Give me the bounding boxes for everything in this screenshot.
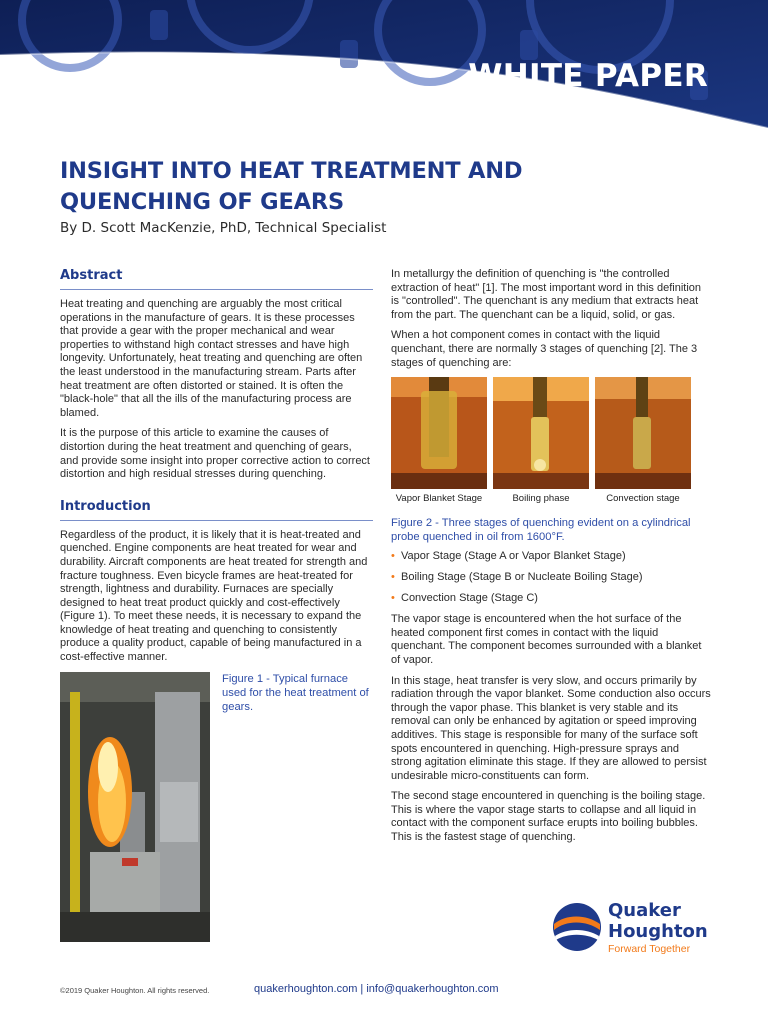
logo-line-2: Houghton [608,921,708,942]
logo-tagline: Forward Together [608,943,691,955]
abstract-heading: Abstract [60,268,373,290]
stage-panel [595,377,691,504]
right-column [391,268,711,852]
abstract-paragraph: Heat treating and quenching are arguably the most critical operations in the manufacture of gears. It is these processes that provide a gear with the proper mechanical and wear properties to withstand high contact stresses and have high longevity. Unfortunately, heat treating and quenching are often the least understood in the manufacturing stream. Parts after heat treatment are often distorted or stained. It is often the "black-hole" that all the ills of the manufacturing process are blamed. [60,298,363,419]
document-title: INSIGHT INTO HEAT TREATMENT AND QUENCHING OF GEARS [60,158,523,215]
body-paragraph: The vapor stage is encountered when the hot surface of the heated component first comes in contact with the liquid quenchant. The component becomes surrounded with a blanket of vapor. [391,613,702,666]
boiling-phase-photo [493,377,589,489]
left-column [60,268,373,942]
introduction-paragraph: Regardless of the product, it is likely that it is heat-treated and quenched. Engine components are heat treated for wear and durability. Aircraft components are heat treated for strength and fracture toughness. Even bicycle frames are heat-treated for strength, lightness and durability. Furnaces are specially designed to heat treat product quickly and cost-effectively (Figure 1). To meet these needs, it is necessary to expand the knowledge of heat treating and quenching to consistently produce a quality product, capable of being manufactured in a cost-effective manner. [60,528,368,664]
figure-1 [60,672,373,942]
footer-contact-link[interactable]: quakerhoughton.com | info@quakerhoughton.com [254,983,499,995]
body-paragraph: In this stage, heat transfer is very slow, and occurs primarily by radiation through the vapor blanket. Some conduction also occurs through the vapor phase. This blanket is very stable and its removal can only be enhanced by agitation or speed improving additives. This stage is responsible for many of the surface soft spots encountered in quenching. High-pressure sprays and strong agitation eliminate this stage. If they are allowed to persist undesirable micro-constituents can form. [391,674,711,782]
white-paper-badge: WHITE PAPER [468,58,708,94]
figure-2 [391,377,711,504]
list-item: • Vapor Stage (Stage A or Vapor Blanket Stage) [391,550,711,563]
stage-panel [391,377,487,504]
abstract-paragraph: It is the purpose of this article to examine the causes of distortion during the heat treatment and quenching of gears, and provide some insight into proper corrective action to correct distortion and high residual stresses during quenching. [60,427,370,481]
stage-panel [493,377,589,504]
logo-line-1: Quaker [608,900,681,921]
footer-copyright: ©2019 Quaker Houghton. All rights reserved. [60,986,210,995]
quaker-houghton-logo [552,898,722,966]
furnace-photo [60,672,210,942]
figure-1-caption: Figure 1 - Typical furnace used for the heat treatment of gears. [222,672,369,713]
quench-stage-list [391,550,711,605]
body-paragraph: In metallurgy the definition of quenching is "the controlled extraction of heat" [1]. The most important word in this definition is "controlled". The quenchant is any medium that extracts heat from the part. The quenchant can be a liquid, solid, or gas. [391,268,702,321]
stage-label: Convection stage [606,493,680,505]
convection-stage-photo [595,377,691,489]
byline: By D. Scott MacKenzie, PhD, Technical Specialist [60,220,387,236]
stage-label: Boiling phase [512,493,570,505]
introduction-heading: Introduction [60,499,373,521]
list-item: • Boiling Stage (Stage B or Nucleate Boiling Stage) [391,571,711,584]
header-banner [0,0,768,140]
logo-mark-icon [552,902,602,952]
figure-2-caption: Figure 2 - Three stages of quenching evident on a cylindrical probe quenched in oil from 1600°F. [391,517,691,544]
vapor-blanket-photo [391,377,487,489]
body-paragraph: When a hot component comes in contact with the liquid quenchant, there are normally 3 stages of quenching [2]. The 3 stages of quenching are: [391,329,698,369]
stage-label: Vapor Blanket Stage [395,493,483,505]
body-paragraph: The second stage encountered in quenching is the boiling stage. This is where the vapor stage starts to collapse and all liquid in contact with the component surface erupts into boiling bubbles. This is the fastest stage of quenching. [391,790,706,844]
list-item: • Convection Stage (Stage C) [391,592,711,605]
